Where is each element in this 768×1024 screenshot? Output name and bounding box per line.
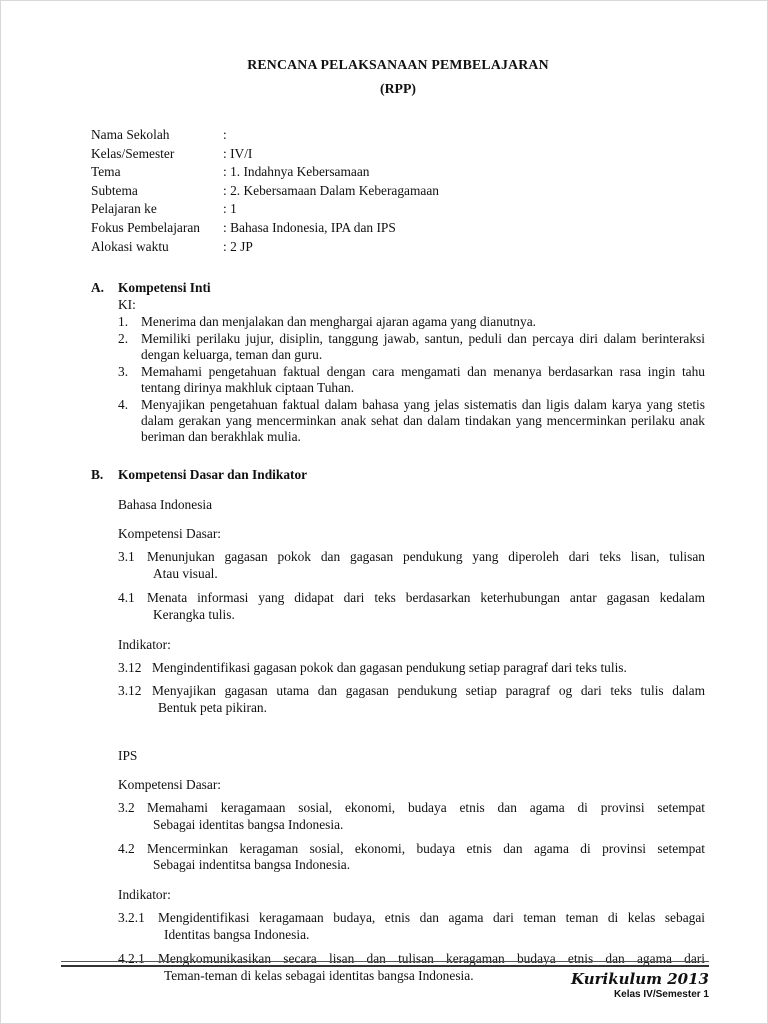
kd-item xyxy=(118,549,705,583)
section-b-letter: B. xyxy=(91,467,104,483)
meta-label: Alokasi waktu xyxy=(91,238,169,254)
meta-value: : IV/I xyxy=(223,145,253,161)
kd-item-number: 4.2 xyxy=(118,840,135,856)
kd-item-line2: Sebagai identitas bangsa Indonesia. xyxy=(153,816,344,832)
meta-label: Tema xyxy=(91,164,121,180)
kd-item-text xyxy=(147,590,705,624)
indikator-item-line2: Bentuk peta pikiran. xyxy=(158,700,267,716)
footer-rule xyxy=(61,961,709,967)
section-kompetensi-inti xyxy=(91,279,705,444)
list-item xyxy=(118,331,705,363)
section-kompetensi-dasar xyxy=(91,466,705,984)
indikator-item-line1: Mengidentifikasi keragamaan budaya, etnis dan agama dari teman teman di kelas sebagai xyxy=(158,910,705,926)
ki-label: KI: xyxy=(118,297,136,313)
kd-item-number: 3.2 xyxy=(118,799,135,815)
list-item xyxy=(118,314,705,330)
meta-value: : Bahasa Indonesia, IPA dan IPS xyxy=(223,219,396,235)
indikator-item-line2: Identitas bangsa Indonesia. xyxy=(164,926,310,942)
meta-value: : 1 xyxy=(223,201,237,217)
indikator-item-text xyxy=(152,683,705,717)
list-item-number: 2. xyxy=(118,331,129,347)
indikator-item xyxy=(118,910,705,944)
meta-row xyxy=(91,182,705,201)
indikator-item-text xyxy=(152,660,705,677)
kd-item-text xyxy=(147,549,705,583)
meta-value: : 1. Indahnya Kebersamaan xyxy=(223,164,370,180)
kd-item xyxy=(118,800,705,834)
kd-item-line2: Kerangka tulis. xyxy=(153,606,235,622)
indikator-item-line1: Mengkomunikasikan secara lisan dan tulisan keragaman budaya etnis dan agama dari xyxy=(158,950,705,966)
indikator-item xyxy=(118,683,705,717)
kd-item-text xyxy=(147,841,705,875)
meta-row xyxy=(91,145,705,164)
meta-value: : 2 JP xyxy=(223,238,253,254)
document-header xyxy=(91,57,705,97)
list-item-text: Memiliki perilaku jujur, disiplin, tanggung jawab, santun, peduli dan percaya diri dalam berinteraksi dengan keluarga, teman dan guru. xyxy=(141,331,705,362)
indikator-label: Indikator: xyxy=(118,636,171,652)
list-item xyxy=(118,364,705,396)
meta-row xyxy=(91,200,705,219)
list-item-text: Memahami pengetahuan faktual dengan cara mengamati dan menanya berdasarkan rasa ingin tahu tentang dirinya makhluk ciptaan Tuhan. xyxy=(141,363,705,395)
footer-brand: Kurikulum 2013 xyxy=(571,970,709,988)
section-a-title: Kompetensi Inti xyxy=(118,280,211,296)
meta-label: Pelajaran ke xyxy=(91,201,157,217)
list-item-text: Menerima dan menjalakan dan menghargai ajaran agama yang dianutnya. xyxy=(141,314,536,330)
list-item-number: 1. xyxy=(118,314,129,330)
kompetensi-dasar-label: Kompetensi Dasar: xyxy=(118,526,222,542)
list-item-number: 4. xyxy=(118,396,129,412)
kd-item xyxy=(118,590,705,624)
indikator-item-line1: Mengindentifikasi gagasan pokok dan gagasan pendukung setiap paragraf dari teks tulis. xyxy=(152,659,627,675)
indikator-item-line2: Teman-teman di kelas sebagai identitas bangsa Indonesia. xyxy=(164,967,474,983)
kd-item-line1: Memahami keragamaan sosial, ekonomi, budaya etnis dan agama di provinsi setempat xyxy=(147,799,705,815)
meta-label: Subtema xyxy=(91,182,138,198)
section-b-title: Kompetensi Dasar dan Indikator xyxy=(118,467,308,483)
footer-class-info: Kelas IV/Semester 1 xyxy=(613,989,709,1000)
kd-item-number: 3.1 xyxy=(118,549,135,565)
indikator-item-line1: Menyajikan gagasan utama dan gagasan pendukung setiap paragraf og dari teks tulis dalam xyxy=(152,683,705,699)
meta-row xyxy=(91,126,705,145)
indikator-label: Indikator: xyxy=(118,887,171,903)
kd-item-line1: Mencerminkan keragaman sosial, ekonomi, budaya etnis dan agama di provinsi setempat xyxy=(147,840,705,856)
meta-row xyxy=(91,219,705,238)
meta-row xyxy=(91,238,705,257)
meta-label: Kelas/Semester xyxy=(91,145,175,161)
meta-row xyxy=(91,163,705,182)
section-a-body xyxy=(118,297,705,444)
indikator-item-number: 3.2.1 xyxy=(118,910,145,926)
meta-value: : xyxy=(223,127,227,142)
meta-label: Fokus Pembelajaran xyxy=(91,219,200,235)
indikator-item-number: 4.2.1 xyxy=(118,950,145,966)
list-item xyxy=(118,397,705,445)
indikator-item xyxy=(118,660,705,677)
subject-ips: IPS xyxy=(118,747,138,763)
section-b-heading xyxy=(91,466,705,483)
meta-value: : 2. Kebersamaan Dalam Keberagamaan xyxy=(223,182,440,198)
section-b-body xyxy=(118,496,705,984)
list-item-number: 3. xyxy=(118,363,129,379)
section-a-letter: A. xyxy=(91,280,105,296)
list-item-text: Menyajikan pengetahuan faktual dalam bahasa yang jelas sistematis dan ligis dalam karya yang stetis dalam gerakan yang mencerminkan anak sehat dan dalam tindakan yang mencerminkan perilaku anak beriman dan berakhlak mulia. xyxy=(141,396,705,444)
kd-item-line1: Menata informasi yang didapat dari teks berdasarkan keterhubungan antar gagasan kedalam xyxy=(147,590,705,605)
kd-item-number: 4.1 xyxy=(118,590,135,605)
meta-block xyxy=(91,126,705,256)
meta-label: Nama Sekolah xyxy=(91,127,170,142)
page-footer xyxy=(61,961,709,1000)
kd-item-line1: Menunjukan gagasan pokok dan gagasan pendukung yang diperoleh dari teks lisan, tulisan xyxy=(147,549,705,565)
indikator-item-number: 3.12 xyxy=(118,659,142,675)
kd-item-line2: Atau visual. xyxy=(153,566,218,582)
indikator-item-number: 3.12 xyxy=(118,683,142,699)
kd-item xyxy=(118,841,705,875)
section-a-heading xyxy=(91,279,705,296)
subject-bahasa-indonesia: Bahasa Indonesia xyxy=(118,497,213,513)
document-title: RENCANA PELAKSANAAN PEMBELAJARAN xyxy=(247,57,549,72)
kd-item-line2: Sebagai indentitsa bangsa Indonesia. xyxy=(153,857,351,873)
document-subtitle: (RPP) xyxy=(379,81,416,96)
kompetensi-dasar-label: Kompetensi Dasar: xyxy=(118,776,222,792)
indikator-item-text xyxy=(158,910,705,944)
kd-item-text xyxy=(147,800,705,834)
